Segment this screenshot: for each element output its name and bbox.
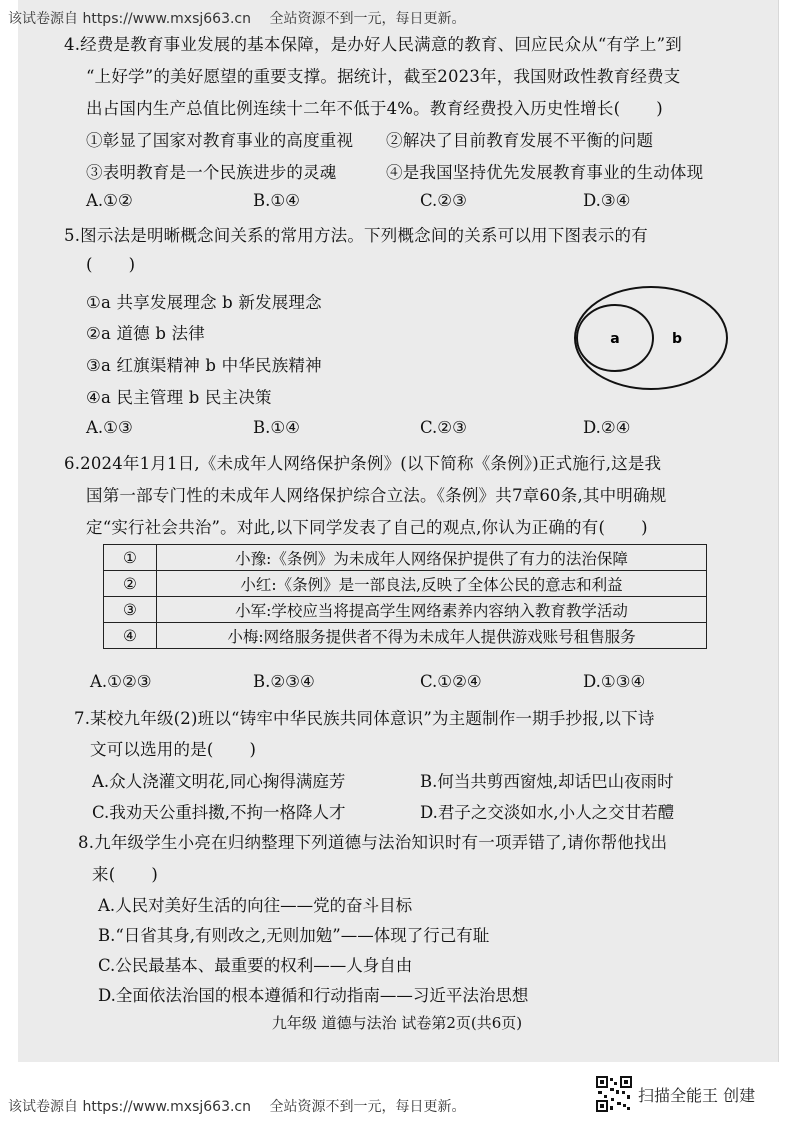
outer-ellipse-b bbox=[575, 287, 727, 389]
q4-option-d[interactable]: D.③④ bbox=[583, 191, 631, 210]
table-row bbox=[104, 623, 707, 649]
q4-item-4: ④是我国坚持优先发展教育事业的生动体现 bbox=[386, 163, 704, 182]
q7-option-c[interactable]: C.我劝天公重抖擞,不拘一格降人才 bbox=[92, 803, 346, 822]
q7-option-d[interactable]: D.君子之交淡如水,小人之交甘若醴 bbox=[420, 803, 675, 822]
table-row bbox=[104, 597, 707, 623]
q5-item-4: ④a 民主管理 b 民主决策 bbox=[86, 388, 272, 407]
q5-item-1: ①a 共享发展理念 b 新发展理念 bbox=[86, 293, 322, 312]
table-row bbox=[104, 545, 707, 571]
row-index: ① bbox=[104, 545, 157, 571]
q6-line1: 6.2024年1月1日,《未成年人网络保护条例》(以下简称《条例》)正式施行,这是我 bbox=[64, 454, 662, 473]
q4-option-c[interactable]: C.②③ bbox=[420, 191, 467, 210]
top-watermark bbox=[8, 8, 465, 28]
bottom-watermark bbox=[8, 1096, 465, 1116]
q8-paren-close: ) bbox=[151, 865, 158, 884]
q6-stem-end: 定“实行社会共治”。对此,以下同学发表了自己的观点,你认为正确的有( bbox=[86, 518, 606, 537]
row-index: ② bbox=[104, 571, 157, 597]
q8-stem-end: 来( bbox=[92, 865, 116, 884]
q5-paren-open: ( bbox=[86, 255, 93, 274]
q7-option-a[interactable]: A.众人浇灌文明花,同心掬得满庭芳 bbox=[92, 772, 346, 791]
page-footer: 九年级 道德与法治 试卷第2页(共6页) bbox=[271, 1014, 523, 1032]
q6-option-c[interactable]: C.①②④ bbox=[420, 672, 482, 691]
q4-paren-close: ) bbox=[656, 99, 663, 118]
q6-line2: 国第一部专门性的未成年人网络保护综合立法。《条例》共7章60条,其中明确规 bbox=[86, 486, 667, 505]
q4-option-b[interactable]: B.①④ bbox=[253, 191, 300, 210]
q8-option-b[interactable]: B.“日省其身,有则改之,无则加勉”——体现了行己有耻 bbox=[98, 926, 490, 945]
q5-option-b[interactable]: B.①④ bbox=[253, 418, 300, 437]
opinions-table bbox=[103, 544, 707, 649]
q6-line3 bbox=[86, 514, 648, 538]
q8-option-c[interactable]: C.公民最基本、最重要的权利——人身自由 bbox=[98, 956, 413, 975]
q5-item-3: ③a 红旗渠精神 b 中华民族精神 bbox=[86, 356, 322, 375]
q7-line1: 7.某校九年级(2)班以“铸牢中华民族共同体意识”为主题制作一期手抄报,以下诗 bbox=[74, 709, 655, 728]
q6-option-a[interactable]: A.①②③ bbox=[90, 672, 152, 691]
watermark-url[interactable]: https://www.mxsj663.cn bbox=[82, 11, 251, 27]
q6-paren-close: ) bbox=[641, 518, 648, 537]
q5-option-c[interactable]: C.②③ bbox=[420, 418, 467, 437]
table-row bbox=[104, 571, 707, 597]
q6-option-d[interactable]: D.①③④ bbox=[583, 672, 646, 691]
watermark-url[interactable]: https://www.mxsj663.cn bbox=[82, 1099, 251, 1115]
q4-line2: “上好学”的美好愿望的重要支撑。据统计，截至2023年，我国财政性教育经费支 bbox=[86, 67, 681, 86]
q5-option-a[interactable]: A.①③ bbox=[86, 418, 133, 437]
venn-diagram bbox=[572, 282, 730, 394]
q7-stem-end: 文可以选用的是( bbox=[90, 740, 214, 759]
q8-option-a[interactable]: A.人民对美好生活的向往——党的奋斗目标 bbox=[98, 896, 413, 915]
q7-line2 bbox=[90, 736, 256, 760]
label-b: b bbox=[671, 331, 683, 347]
row-index: ③ bbox=[104, 597, 157, 623]
watermark-source: 该试卷源自 bbox=[8, 1099, 78, 1115]
q5-line1: 5.图示法是明晰概念间关系的常用方法。下列概念间的关系可以用下图表示的有 bbox=[64, 226, 648, 245]
watermark-source: 该试卷源自 bbox=[8, 11, 78, 27]
row-text: 小豫:《条例》为未成年人网络保护提供了有力的法治保障 bbox=[157, 545, 707, 571]
q4-item-3: ③表明教育是一个民族进步的灵魂 bbox=[86, 163, 337, 182]
q7-option-b[interactable]: B.何当共剪西窗烛,却话巴山夜雨时 bbox=[420, 772, 674, 791]
q5-line2 bbox=[86, 255, 135, 274]
q4-option-a[interactable]: A.①② bbox=[86, 191, 133, 210]
q8-option-d[interactable]: D.全面依法治国的根本遵循和行动指南——习近平法治思想 bbox=[98, 986, 529, 1005]
q4-line1: 4.经费是教育事业发展的基本保障，是办好人民满意的教育、回应民众从“有学上”到 bbox=[64, 35, 682, 54]
q5-paren-close: ) bbox=[128, 255, 136, 274]
row-text: 小梅:网络服务提供者不得为未成年人提供游戏账号租售服务 bbox=[157, 623, 707, 649]
label-a: a bbox=[610, 331, 620, 347]
scanner-credit: 扫描全能王 创建 bbox=[638, 1086, 756, 1105]
row-index: ④ bbox=[104, 623, 157, 649]
q4-item-1: ①彰显了国家对教育事业的高度重视 bbox=[86, 131, 354, 150]
watermark-slogan: 全站资源不到一元，每日更新。 bbox=[269, 11, 466, 27]
q6-option-b[interactable]: B.②③④ bbox=[253, 672, 315, 691]
q5-item-2: ②a 道德 b 法律 bbox=[86, 324, 205, 343]
watermark-slogan: 全站资源不到一元，每日更新。 bbox=[269, 1099, 466, 1115]
q7-paren-close: ) bbox=[249, 740, 257, 759]
qr-code-icon bbox=[596, 1076, 632, 1112]
row-text: 小红:《条例》是一部良法,反映了全体公民的意志和利益 bbox=[157, 571, 707, 597]
q4-item-2: ②解决了目前教育发展不平衡的问题 bbox=[386, 131, 654, 150]
row-text: 小军:学校应当将提高学生网络素养内容纳入教育教学活动 bbox=[157, 597, 707, 623]
q8-line2 bbox=[92, 861, 158, 885]
q4-line3 bbox=[86, 95, 663, 119]
q5-option-d[interactable]: D.②④ bbox=[583, 418, 631, 437]
q8-line1: 8.九年级学生小亮在归纳整理下列道德与法治知识时有一项弄错了,请你帮他找出 bbox=[78, 833, 668, 852]
q4-stem-end: 出占国内生产总值比例连续十二年不低于4%。教育经费投入历史性增长( bbox=[86, 99, 621, 118]
